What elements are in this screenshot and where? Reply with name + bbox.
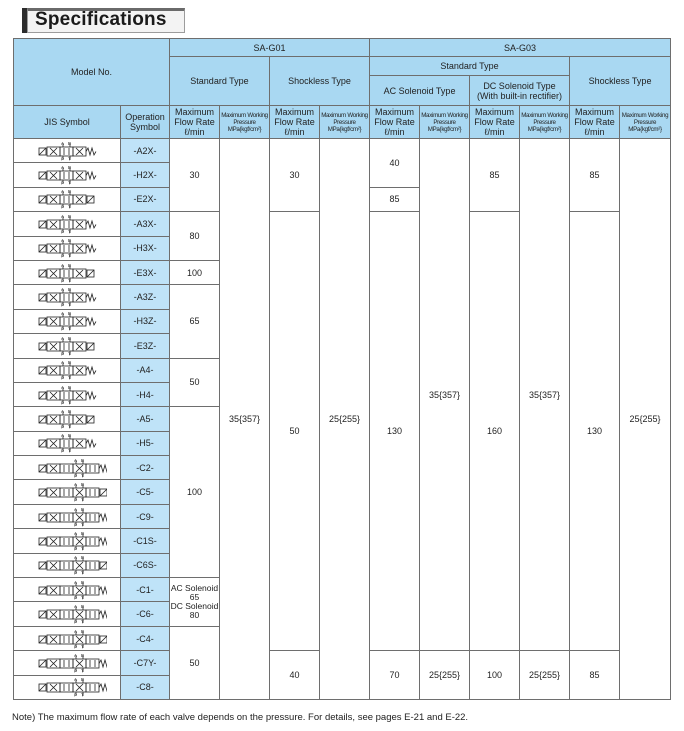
- svg-text:B: B: [81, 579, 85, 585]
- jis-symbol-diagram-icon: [14, 163, 121, 187]
- operation-symbol-cell: -A5-: [121, 407, 170, 431]
- g01-standard-type-header: Standard Type: [170, 57, 270, 106]
- svg-text:B: B: [68, 165, 72, 171]
- g03-ac-flow-cell: 40: [370, 139, 420, 188]
- max-flow-rate-header: Maximum Flow Rate ℓ/min: [370, 106, 420, 139]
- jis-symbol-diagram-icon: [14, 334, 121, 358]
- svg-text:B: B: [68, 287, 72, 293]
- g01-std-flow-cell: 80: [170, 212, 220, 261]
- jis-symbol-diagram-icon: [14, 626, 121, 650]
- jis-symbol-diagram-icon: [14, 529, 121, 553]
- max-flow-rate-header: Maximum Flow Rate ℓ/min: [470, 106, 520, 139]
- svg-text:T: T: [68, 253, 71, 259]
- page-title: Specifications: [35, 9, 167, 30]
- operation-symbol-cell: -A2X-: [121, 139, 170, 163]
- operation-symbol-cell: -C8-: [121, 675, 170, 699]
- jis-symbol-header: JIS Symbol: [14, 106, 121, 139]
- operation-symbol-cell: -A3Z-: [121, 285, 170, 309]
- svg-text:B: B: [81, 457, 85, 463]
- svg-text:P: P: [74, 644, 78, 649]
- svg-text:B: B: [68, 408, 72, 414]
- g01-std-flow-solenoid-cell: AC Solenoid 65 DC Solenoid 80: [170, 578, 220, 627]
- svg-text:B: B: [68, 213, 72, 219]
- operation-symbol-cell: -E3X-: [121, 260, 170, 284]
- svg-text:A: A: [61, 189, 65, 195]
- svg-text:A: A: [74, 555, 78, 561]
- svg-text:P: P: [61, 253, 65, 259]
- svg-text:T: T: [68, 180, 71, 186]
- g01-std-flow-cell: 100: [170, 260, 220, 284]
- svg-text:T: T: [81, 522, 84, 527]
- operation-symbol-cell: -H4-: [121, 382, 170, 406]
- svg-text:A: A: [74, 530, 78, 536]
- jis-symbol-diagram-icon: [14, 431, 121, 455]
- g03-sl-flow-cell: 85: [570, 651, 620, 700]
- jis-symbol-diagram-icon: [14, 260, 121, 284]
- sa-g03-header: SA-G03: [370, 39, 671, 57]
- jis-symbol-diagram-icon: [14, 407, 121, 431]
- svg-text:P: P: [61, 351, 65, 356]
- svg-text:P: P: [74, 546, 78, 551]
- g03-standard-type-header: Standard Type: [370, 57, 570, 76]
- svg-text:T: T: [81, 619, 84, 625]
- max-working-pressure-header: Maximum Working Pressure MPa{kgf/cm²}: [520, 106, 570, 139]
- jis-symbol-diagram-icon: [14, 212, 121, 236]
- svg-text:P: P: [61, 424, 65, 429]
- svg-text:P: P: [74, 473, 78, 478]
- operation-symbol-cell: -C2-: [121, 456, 170, 480]
- svg-text:B: B: [81, 530, 85, 536]
- svg-text:B: B: [68, 433, 72, 439]
- jis-symbol-diagram-icon: [14, 285, 121, 309]
- g01-sl-flow-cell: 50: [270, 212, 320, 651]
- operation-symbol-cell: -C7Y-: [121, 651, 170, 675]
- g03-shockless-type-header: Shockless Type: [570, 57, 671, 106]
- g03-sl-flow-cell: 130: [570, 212, 620, 651]
- svg-text:A: A: [74, 652, 78, 658]
- g03-ac-flow-cell: 70: [370, 651, 420, 700]
- max-working-pressure-header: Maximum Working Pressure MPa{kgf/cm²}: [220, 106, 270, 139]
- operation-symbol-cell: -A3X-: [121, 212, 170, 236]
- operation-symbol-cell: -C6-: [121, 602, 170, 626]
- svg-text:T: T: [68, 400, 71, 405]
- svg-text:T: T: [68, 204, 71, 210]
- g03-ac-pressure-cell: 35{357}: [420, 139, 470, 651]
- svg-text:P: P: [61, 375, 65, 381]
- jis-symbol-diagram-icon: [14, 675, 121, 699]
- jis-symbol-diagram-icon: [14, 309, 121, 333]
- jis-symbol-diagram-icon: [14, 602, 121, 626]
- g03-sl-flow-cell: 85: [570, 139, 620, 212]
- svg-text:T: T: [68, 424, 71, 429]
- svg-text:T: T: [68, 351, 71, 356]
- operation-symbol-cell: -E2X-: [121, 187, 170, 211]
- svg-text:T: T: [68, 156, 71, 161]
- operation-symbol-cell: -H5-: [121, 431, 170, 455]
- svg-text:P: P: [74, 522, 78, 527]
- svg-text:A: A: [74, 482, 78, 488]
- svg-text:A: A: [61, 140, 65, 146]
- max-flow-rate-header: Maximum Flow Rate ℓ/min: [570, 106, 620, 139]
- specifications-table: [13, 38, 671, 700]
- svg-text:P: P: [61, 156, 65, 161]
- max-working-pressure-header: Maximum Working Pressure MPa{kgf/cm²}: [620, 106, 671, 139]
- jis-symbol-diagram-icon: [14, 480, 121, 504]
- svg-text:A: A: [74, 506, 78, 512]
- operation-symbol-cell: -C5-: [121, 480, 170, 504]
- table-row: [14, 139, 671, 163]
- svg-text:B: B: [68, 189, 72, 195]
- operation-symbol-cell: -H3Z-: [121, 309, 170, 333]
- operation-symbol-cell: -C6S-: [121, 553, 170, 577]
- g03-dc-flow-cell: 160: [470, 212, 520, 651]
- g01-std-flow-cell: 50: [170, 626, 220, 699]
- svg-text:B: B: [68, 238, 72, 244]
- sa-g01-header: SA-G01: [170, 39, 370, 57]
- operation-symbol-cell: -C1S-: [121, 529, 170, 553]
- svg-text:B: B: [81, 604, 85, 610]
- max-flow-rate-header: Maximum Flow Rate ℓ/min: [270, 106, 320, 139]
- svg-text:A: A: [61, 165, 65, 171]
- svg-text:B: B: [81, 677, 85, 683]
- svg-text:T: T: [81, 473, 84, 478]
- svg-text:A: A: [61, 311, 65, 317]
- svg-text:A: A: [74, 604, 78, 610]
- svg-text:A: A: [74, 457, 78, 463]
- svg-text:P: P: [61, 229, 65, 234]
- svg-text:B: B: [68, 335, 72, 341]
- g03-dc-flow-cell: 85: [470, 139, 520, 212]
- svg-text:T: T: [81, 644, 84, 649]
- g01-std-flow-cell: 100: [170, 407, 220, 578]
- operation-symbol-cell: -E3Z-: [121, 334, 170, 358]
- svg-text:A: A: [74, 677, 78, 683]
- g03-dc-pressure-cell: 35{357}: [520, 139, 570, 651]
- svg-text:B: B: [68, 140, 72, 146]
- svg-text:T: T: [81, 570, 84, 576]
- g01-std-flow-cell: 50: [170, 358, 220, 407]
- g01-sl-flow-cell: 40: [270, 651, 320, 700]
- svg-text:B: B: [81, 482, 85, 488]
- svg-text:B: B: [81, 628, 85, 634]
- svg-text:A: A: [74, 579, 78, 585]
- svg-text:B: B: [68, 262, 72, 268]
- svg-text:T: T: [81, 692, 84, 698]
- svg-text:A: A: [61, 433, 65, 439]
- operation-symbol-header: Operation Symbol: [121, 106, 170, 139]
- svg-text:A: A: [61, 384, 65, 390]
- svg-text:T: T: [68, 326, 71, 332]
- operation-symbol-cell: -A4-: [121, 358, 170, 382]
- g03-ac-flow-cell: 130: [370, 212, 420, 651]
- g03-dc-pressure-cell: 25{255}: [520, 651, 570, 700]
- svg-text:P: P: [61, 302, 65, 308]
- svg-text:T: T: [68, 375, 71, 381]
- svg-text:T: T: [81, 668, 84, 673]
- svg-text:T: T: [68, 278, 71, 283]
- svg-text:P: P: [61, 448, 65, 454]
- max-flow-rate-header: Maximum Flow Rate ℓ/min: [170, 106, 220, 139]
- svg-text:P: P: [74, 497, 78, 503]
- svg-text:A: A: [61, 262, 65, 268]
- jis-symbol-diagram-icon: [14, 382, 121, 406]
- svg-text:B: B: [68, 311, 72, 317]
- g01-sl-flow-cell: 30: [270, 139, 320, 212]
- svg-text:T: T: [81, 497, 84, 503]
- dc-solenoid-type-header: DC Solenoid Type (With built-in rectifier): [470, 76, 570, 106]
- svg-text:A: A: [61, 360, 65, 366]
- ac-solenoid-type-header: AC Solenoid Type: [370, 76, 470, 106]
- svg-text:T: T: [68, 448, 71, 454]
- jis-symbol-diagram-icon: [14, 139, 121, 163]
- g01-shockless-type-header: Shockless Type: [270, 57, 370, 106]
- g01-sl-pressure-cell: 25{255}: [320, 139, 370, 700]
- svg-text:P: P: [74, 619, 78, 625]
- operation-symbol-cell: -H2X-: [121, 163, 170, 187]
- svg-text:P: P: [74, 570, 78, 576]
- jis-symbol-diagram-icon: [14, 358, 121, 382]
- jis-symbol-diagram-icon: [14, 456, 121, 480]
- jis-symbol-diagram-icon: [14, 651, 121, 675]
- operation-symbol-cell: -C4-: [121, 626, 170, 650]
- svg-text:A: A: [61, 408, 65, 414]
- svg-text:B: B: [68, 384, 72, 390]
- max-working-pressure-header: Maximum Working Pressure MPa{kgf/cm²}: [420, 106, 470, 139]
- svg-text:A: A: [61, 213, 65, 219]
- svg-text:T: T: [81, 546, 84, 551]
- jis-symbol-diagram-icon: [14, 553, 121, 577]
- svg-text:B: B: [68, 360, 72, 366]
- g03-ac-pressure-cell: 25{255}: [420, 651, 470, 700]
- svg-text:B: B: [81, 652, 85, 658]
- g03-sl-pressure-cell: 25{255}: [620, 139, 671, 700]
- g01-std-flow-cell: 30: [170, 139, 220, 212]
- operation-symbol-cell: -H3X-: [121, 236, 170, 260]
- max-working-pressure-header: Maximum Working Pressure MPa{kgf/cm²}: [320, 106, 370, 139]
- svg-text:A: A: [61, 287, 65, 293]
- svg-text:P: P: [74, 595, 78, 600]
- jis-symbol-diagram-icon: [14, 236, 121, 260]
- jis-symbol-diagram-icon: [14, 578, 121, 602]
- svg-text:P: P: [61, 326, 65, 332]
- svg-text:P: P: [61, 278, 65, 283]
- model-no-header: Model No.: [14, 39, 170, 106]
- g01-std-pressure-cell: 35{357}: [220, 139, 270, 700]
- svg-text:P: P: [61, 204, 65, 210]
- svg-text:B: B: [81, 555, 85, 561]
- svg-text:T: T: [68, 302, 71, 308]
- svg-text:P: P: [61, 400, 65, 405]
- svg-text:P: P: [74, 692, 78, 698]
- svg-text:A: A: [61, 335, 65, 341]
- svg-text:B: B: [81, 506, 85, 512]
- svg-text:A: A: [74, 628, 78, 634]
- svg-text:A: A: [61, 238, 65, 244]
- svg-text:T: T: [81, 595, 84, 600]
- svg-text:P: P: [74, 668, 78, 673]
- jis-symbol-diagram-icon: [14, 187, 121, 211]
- svg-text:T: T: [68, 229, 71, 234]
- operation-symbol-cell: -C9-: [121, 504, 170, 528]
- operation-symbol-cell: -C1-: [121, 578, 170, 602]
- svg-text:P: P: [61, 180, 65, 186]
- g03-dc-flow-cell: 100: [470, 651, 520, 700]
- jis-symbol-diagram-icon: [14, 504, 121, 528]
- g01-std-flow-cell: 65: [170, 285, 220, 358]
- footnote: Note) The maximum flow rate of each valve depends on the pressure. For details, see pages E-21 and E-22.: [12, 712, 469, 723]
- g03-ac-flow-cell: 85: [370, 187, 420, 211]
